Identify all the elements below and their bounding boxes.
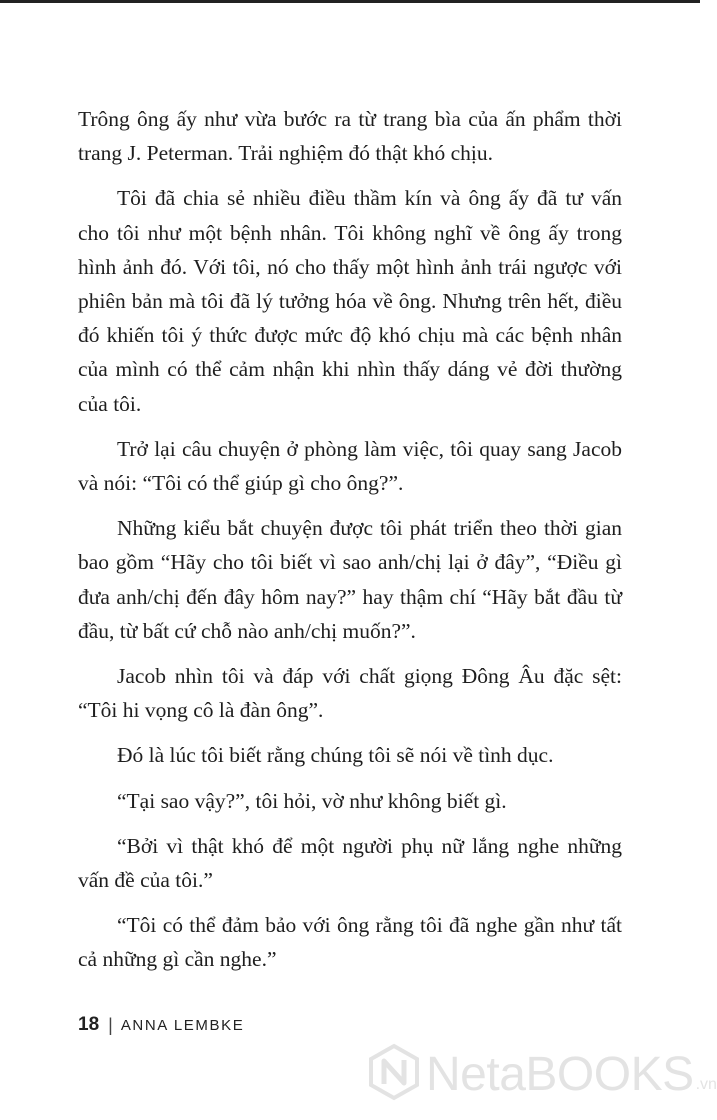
watermark-brand: NetaBOOKS: [426, 1047, 694, 1101]
watermark-suffix: .vn: [695, 1076, 717, 1093]
page-body: [78, 102, 622, 988]
paragraph-2: Tôi đã chia sẻ nhiều điều thầm kín và ông ấy đã tư vấn cho tôi như một bệnh nhân. Tôi không nghĩ về ông ấy trong hình ảnh đó. Với tôi, nó cho thấy một hình ảnh trái ngược với phiên bản mà tôi đã lý tưởng hóa về ông. Nhưng trên hết, điều đó khiến tôi ý thức được mức độ khó chịu mà các bệnh nhân của mình có thể cảm nhận khi nhìn thấy dáng vẻ đời thường của tôi.: [78, 186, 622, 416]
paragraph-8: “Bởi vì thật khó để một người phụ nữ lắng nghe những vấn đề của tôi.”: [78, 833, 622, 893]
author-name: ANNA LEMBKE: [120, 1016, 245, 1034]
paragraph-3: Trở lại câu chuyện ở phòng làm việc, tôi quay sang Jacob và nói: “Tôi có thể giúp gì cho ông?”.: [78, 436, 622, 496]
paragraph-7: “Tại sao vậy?”, tôi hỏi, vờ như không biết gì.: [117, 788, 507, 813]
footer-separator: |: [108, 1014, 113, 1035]
paragraph-9: “Tôi có thể đảm bảo với ông rằng tôi đã nghe gần như tất cả những gì cần nghe.”: [78, 913, 622, 972]
paragraph-5: Jacob nhìn tôi và đáp với chất giọng Đông Âu đặc sệt: “Tôi hi vọng cô là đàn ông”.: [78, 664, 622, 723]
top-rule: [0, 0, 700, 3]
page-footer: [78, 1014, 244, 1036]
paragraph-4: Những kiểu bắt chuyện được tôi phát triển theo thời gian bao gồm “Hãy cho tôi biết vì sao anh/chị lại ở đây”, “Điều gì đưa anh/chị đến đây hôm nay?” hay thậm chí “Hãy bắt đầu từ đầu, từ bất cứ chỗ nào anh/chị muốn?”.: [78, 516, 622, 643]
page-number: 18: [78, 1014, 100, 1035]
paragraph-6: Đó là lúc tôi biết rằng chúng tôi sẽ nói về tình dục.: [117, 743, 554, 768]
neta-logo-icon: [368, 1044, 420, 1104]
watermark: [368, 1044, 717, 1104]
paragraph-1: Trông ông ấy như vừa bước ra từ trang bìa của ấn phẩm thời trang J. Peterman. Trải nghiệm đó thật khó chịu.: [78, 107, 622, 166]
